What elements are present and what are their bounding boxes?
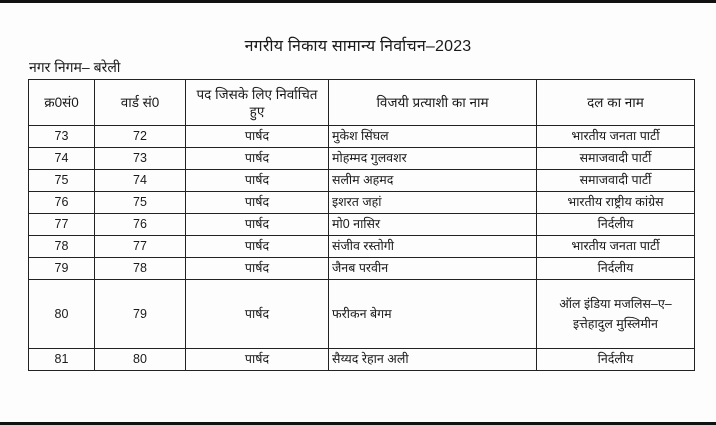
ward-cell: 80 xyxy=(95,349,186,371)
candidate-cell: फरीकन बेगम xyxy=(329,280,537,349)
candidate-cell: मोहम्मद गुलवशर xyxy=(329,148,537,170)
table-row xyxy=(29,192,695,214)
serial-cell: 79 xyxy=(29,258,95,280)
party-cell: भारतीय जनता पार्टी xyxy=(537,126,695,148)
candidate-cell: मुकेश सिंघल xyxy=(329,126,537,148)
candidate-cell: संजीव रस्तोगी xyxy=(329,236,537,258)
party-cell: भारतीय जनता पार्टी xyxy=(537,236,695,258)
serial-cell: 78 xyxy=(29,236,95,258)
header-post-elected: पद जिसके लिए निर्वाचित हुए xyxy=(186,80,329,126)
party-cell: भारतीय राष्ट्रीय कांग्रेस xyxy=(537,192,695,214)
table-row xyxy=(29,214,695,236)
table-row xyxy=(29,170,695,192)
table-row xyxy=(29,236,695,258)
ward-cell: 79 xyxy=(95,280,186,349)
serial-cell: 80 xyxy=(29,280,95,349)
candidate-cell: सलीम अहमद xyxy=(329,170,537,192)
header-winning-candidate: विजयी प्रत्याशी का नाम xyxy=(329,80,537,126)
serial-cell: 73 xyxy=(29,126,95,148)
table-row xyxy=(29,126,695,148)
serial-cell: 81 xyxy=(29,349,95,371)
party-cell: समाजवादी पार्टी xyxy=(537,148,695,170)
header-ward-no: वार्ड सं0 xyxy=(95,80,186,126)
header-party-name: दल का नाम xyxy=(537,80,695,126)
municipal-corporation-label: नगर निगम– बरेली xyxy=(29,59,121,75)
serial-cell: 74 xyxy=(29,148,95,170)
header-serial-no: क्र0सं0 xyxy=(29,80,95,126)
post-cell: पार्षद xyxy=(186,258,329,280)
table-header-row xyxy=(29,80,695,126)
post-cell: पार्षद xyxy=(186,214,329,236)
document-title: नगरीय निकाय सामान्य निर्वाचन–2023 xyxy=(244,38,472,55)
party-cell: ऑल इंडिया मजलिस–ए–इत्तेहादुल मुस्लिमीन xyxy=(537,280,695,349)
table-row xyxy=(29,349,695,371)
post-cell: पार्षद xyxy=(186,280,329,349)
post-cell: पार्षद xyxy=(186,148,329,170)
candidate-cell: सैय्यद रेहान अली xyxy=(329,349,537,371)
ward-cell: 74 xyxy=(95,170,186,192)
ward-cell: 75 xyxy=(95,192,186,214)
ward-cell: 78 xyxy=(95,258,186,280)
post-cell: पार्षद xyxy=(186,236,329,258)
top-frame-bar xyxy=(0,0,716,3)
party-cell: निर्दलीय xyxy=(537,258,695,280)
serial-cell: 76 xyxy=(29,192,95,214)
ward-cell: 77 xyxy=(95,236,186,258)
post-cell: पार्षद xyxy=(186,126,329,148)
post-cell: पार्षद xyxy=(186,170,329,192)
election-results-table xyxy=(28,79,695,371)
candidate-cell: इशरत जहां xyxy=(329,192,537,214)
post-cell: पार्षद xyxy=(186,192,329,214)
post-cell: पार्षद xyxy=(186,349,329,371)
ward-cell: 76 xyxy=(95,214,186,236)
serial-cell: 75 xyxy=(29,170,95,192)
table-row xyxy=(29,280,695,349)
serial-cell: 77 xyxy=(29,214,95,236)
candidate-cell: जैनब परवीन xyxy=(329,258,537,280)
candidate-cell: मो0 नासिर xyxy=(329,214,537,236)
party-cell: समाजवादी पार्टी xyxy=(537,170,695,192)
table-row xyxy=(29,258,695,280)
ward-cell: 72 xyxy=(95,126,186,148)
party-cell: निर्दलीय xyxy=(537,214,695,236)
party-cell: निर्दलीय xyxy=(537,349,695,371)
ward-cell: 73 xyxy=(95,148,186,170)
table-row xyxy=(29,148,695,170)
